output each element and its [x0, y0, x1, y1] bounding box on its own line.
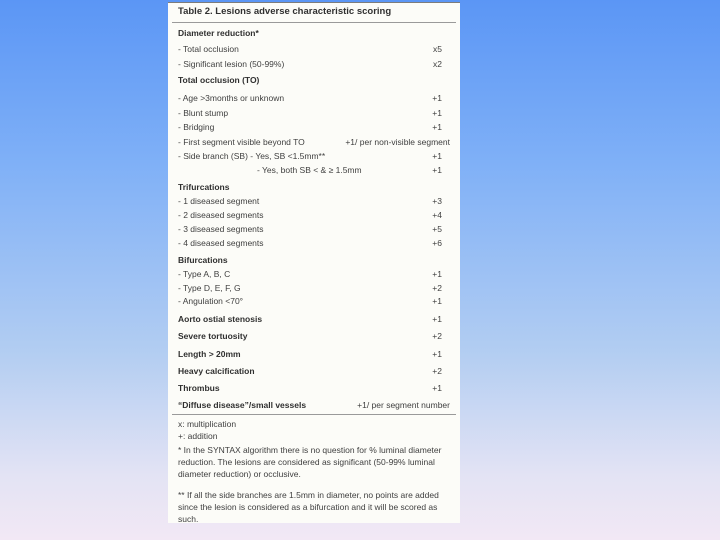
table-row	[178, 164, 450, 176]
row-label: - 1 diseased segment	[178, 196, 260, 206]
table-row-tortuosity	[178, 330, 450, 342]
row-label: Aorto ostial stenosis	[178, 314, 263, 324]
row-score: +1/ per non-visible segment	[345, 137, 450, 147]
row-label: - Angulation <70°	[178, 296, 244, 306]
row-score: +6	[432, 238, 442, 248]
table-row	[178, 268, 450, 280]
section-heading-total-occlusion	[178, 74, 450, 86]
footnote-multiplication: x: multiplication	[178, 419, 237, 429]
row-label: - Blunt stump	[178, 108, 229, 118]
row-label: Thrombus	[178, 383, 220, 393]
row-label: Diameter reduction*	[178, 28, 259, 38]
footnote-divider	[172, 414, 456, 415]
row-label: Total occlusion (TO)	[178, 75, 260, 85]
row-label: “Diffuse disease”/small vessels	[178, 400, 307, 410]
table-row	[178, 195, 450, 207]
table-row	[178, 209, 450, 221]
table-row	[178, 107, 450, 119]
table-row	[178, 92, 450, 104]
row-score: +4	[432, 210, 442, 220]
row-label: Length > 20mm	[178, 349, 241, 359]
footnote-side-branch: ** If all the side branches are 1.5mm in diameter, no points are added since the lesion is considered as a bifurcation and it will be scored as such.	[178, 490, 439, 524]
row-label: - Type D, E, F, G	[178, 283, 241, 293]
row-score: +1	[432, 269, 442, 279]
table-row	[178, 121, 450, 133]
row-score: +3	[432, 196, 442, 206]
row-score: +5	[432, 224, 442, 234]
row-label: - 2 diseased segments	[178, 210, 264, 220]
row-score: +2	[432, 283, 442, 293]
row-score: +1	[432, 151, 442, 161]
row-label: - Significant lesion (50-99%)	[178, 59, 285, 69]
row-score: +1	[432, 349, 442, 359]
row-score: +1/ per segment number	[357, 400, 450, 410]
table-row	[178, 282, 450, 294]
row-score: +1	[432, 122, 442, 132]
row-score: +1	[432, 93, 442, 103]
table-row	[178, 136, 450, 148]
table-title: Table 2. Lesions adverse characteristic scoring	[178, 6, 392, 17]
row-label: - Age >3months or unknown	[178, 93, 285, 103]
row-label: - 3 diseased segments	[178, 224, 264, 234]
section-heading-bifurcations	[178, 254, 450, 266]
row-label: - First segment visible beyond TO	[178, 137, 305, 147]
table-row-thrombus	[178, 382, 450, 394]
row-score: +2	[432, 366, 442, 376]
row-score: x2	[433, 59, 442, 69]
table-row	[178, 150, 450, 162]
row-label: Bifurcations	[178, 255, 228, 265]
row-label: Heavy calcification	[178, 366, 255, 376]
table-row-aorto-ostial	[178, 313, 450, 325]
row-score: +1	[432, 108, 442, 118]
table-row	[178, 237, 450, 249]
table-row	[178, 58, 450, 70]
table-row	[178, 295, 450, 307]
row-score: x5	[433, 44, 442, 54]
table-row-length	[178, 348, 450, 360]
scoring-table-document	[168, 2, 460, 523]
section-heading-trifurcations	[178, 181, 450, 193]
row-label: - Bridging	[178, 122, 215, 132]
table-row	[178, 223, 450, 235]
title-divider	[172, 22, 456, 23]
row-label: - Type A, B, C	[178, 269, 231, 279]
row-label: - Side branch (SB) - Yes, SB <1.5mm**	[178, 151, 326, 161]
row-label: - 4 diseased segments	[178, 238, 264, 248]
row-score: +1	[432, 296, 442, 306]
row-label: - Total occlusion	[178, 44, 239, 54]
row-score: +1	[432, 383, 442, 393]
row-score: +1	[432, 165, 442, 175]
table-row-calcification	[178, 365, 450, 377]
table-row	[178, 43, 450, 55]
footnote-addition: +: addition	[178, 431, 218, 441]
row-label: Severe tortuosity	[178, 331, 248, 341]
table-row-diffuse-disease	[178, 399, 450, 411]
row-label: - Yes, both SB < & ≥ 1.5mm	[257, 165, 362, 175]
row-label: Trifurcations	[178, 182, 230, 192]
section-heading-diameter-reduction	[178, 27, 450, 39]
row-score: +1	[432, 314, 442, 324]
footnote-diameter-reduction: * In the SYNTAX algorithm there is no question for % luminal diameter reduction. The lesions are considered as significant (50-99% luminal diameter reduction) or occlusive.	[178, 445, 442, 479]
row-score: +2	[432, 331, 442, 341]
